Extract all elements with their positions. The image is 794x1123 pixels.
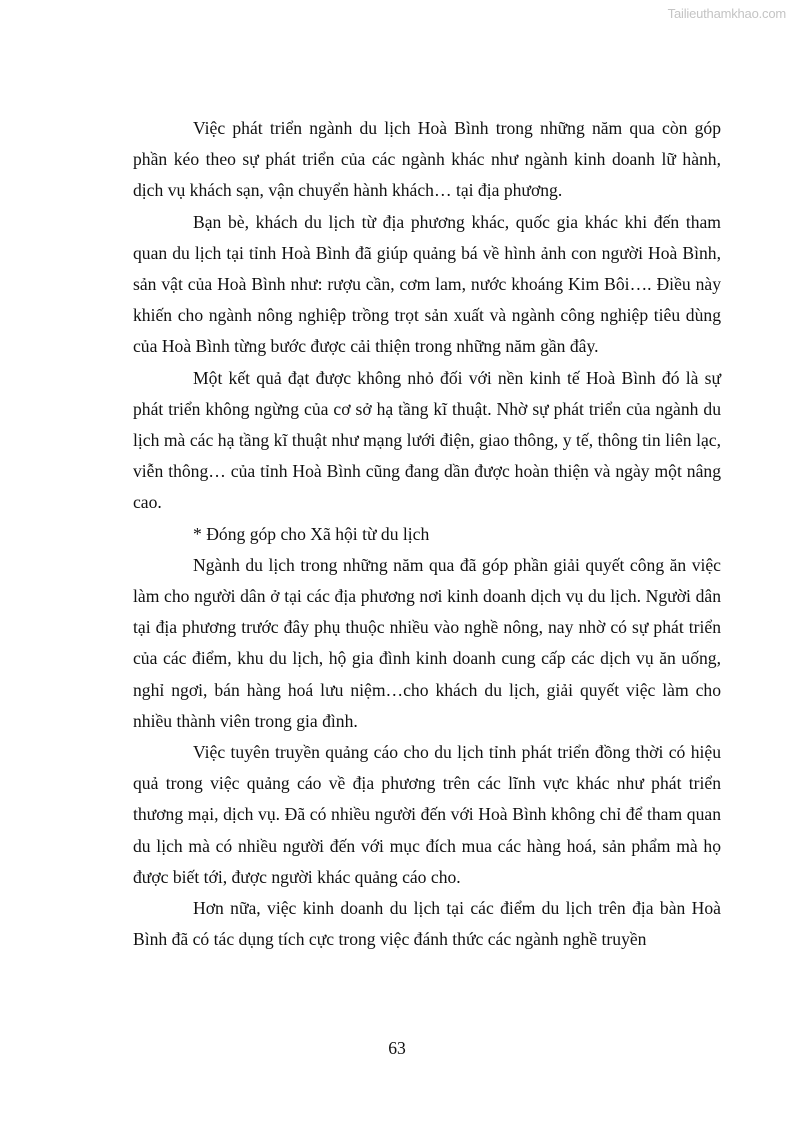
page-number: 63	[388, 1038, 406, 1058]
section-heading: * Đóng góp cho Xã hội từ du lịch	[193, 523, 430, 544]
watermark: Tailieuthamkhao.com	[667, 6, 786, 21]
paragraph: Ngành du lịch trong những năm qua đã góp phần giải quyết công ăn việc làm cho người dân ở tại các địa phương nơi kinh doanh dịch vụ du lịch. Người dân tại địa phương trước đây phụ thuộc nhiều vào nghề nông, nay nhờ có sự phát triển của các điểm, khu du lịch, hộ gia đình kinh doanh cung cấp các dịch vụ ăn uống, nghỉ ngơi, bán hàng hoá lưu niệm…cho khách du lịch, giải quyết việc làm cho nhiều thành viên trong gia đình.	[133, 554, 721, 731]
paragraph: Bạn bè, khách du lịch từ địa phương khác, quốc gia khác khi đến tham quan du lịch tại tỉnh Hoà Bình đã giúp quảng bá về hình ảnh con người Hoà Bình, sản vật của Hoà Bình như: rượu cần, cơm lam, nước khoáng Kim Bôi…. Điều này khiến cho ngành nông nghiệp trồng trọt sản xuất và ngành công nghiệp tiêu dùng của Hoà Bình từng bước được cải thiện trong những năm gần đây.	[133, 211, 721, 357]
document-body	[133, 113, 721, 955]
paragraph: Hơn nữa, việc kinh doanh du lịch tại các điểm du lịch trên địa bàn Hoà Bình đã có tác dụng tích cực trong việc đánh thức các ngành nghề truyền	[133, 898, 721, 950]
paragraph: Một kết quả đạt được không nhỏ đối với nền kinh tế Hoà Bình đó là sự phát triển không ngừng của cơ sở hạ tầng kĩ thuật. Nhờ sự phát triển của ngành du lịch mà các hạ tầng kĩ thuật như mạng lưới điện, giao thông, y tế, thông tin liên lạc, viễn thông… của tỉnh Hoà Bình cũng đang dần được hoàn thiện và ngày một nâng cao.	[133, 367, 721, 513]
paragraph: Việc tuyên truyền quảng cáo cho du lịch tỉnh phát triển đồng thời có hiệu quả trong việc quảng cáo về địa phương trên các lĩnh vực khác như phát triển thương mại, dịch vụ. Đã có nhiều người đến với Hoà Bình không chỉ để tham quan du lịch mà có nhiều người đến với mục đích mua các hàng hoá, sản phẩm mà họ được biết tới, được người khác quảng cáo cho.	[133, 742, 721, 887]
paragraph: Việc phát triển ngành du lịch Hoà Bình trong những năm qua còn góp phần kéo theo sự phát triển của các ngành khác như ngành kinh doanh lữ hành, dịch vụ khách sạn, vận chuyển hành khách… tại địa phương.	[133, 118, 721, 201]
